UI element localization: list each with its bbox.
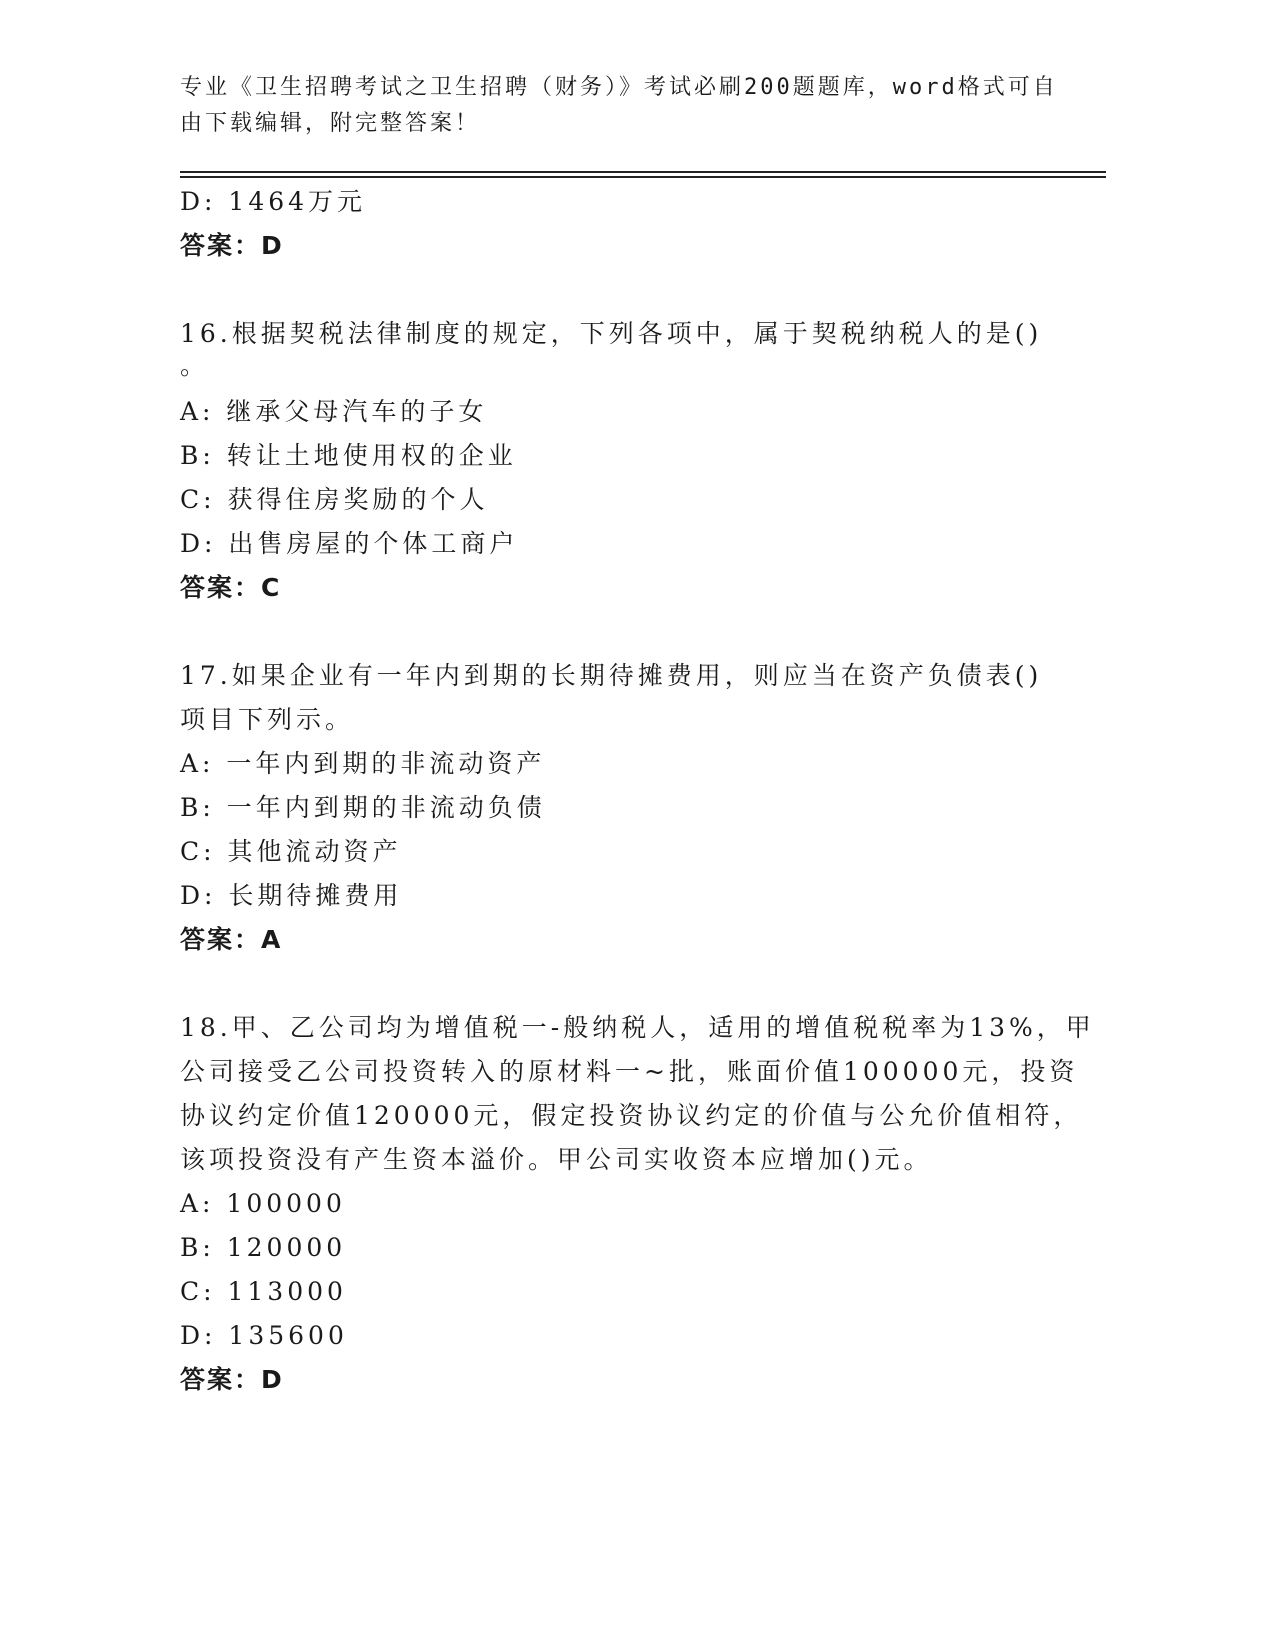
document-body [180, 180, 1095, 1402]
question-16-option-d: D: 出售房屋的个体工商户 [180, 529, 519, 558]
question-16-stem-line-2: 。 [180, 351, 210, 380]
question-17-stem-line-1: 17.如果企业有一年内到期的长期待摊费用，则应当在资产负债表() [180, 661, 1043, 690]
question-18-option-b: B: 120000 [180, 1233, 347, 1262]
question-17-option-b: B: 一年内到期的非流动负债 [180, 793, 546, 822]
header-line-2: 由下载编辑，附完整答案！ [180, 111, 481, 136]
question-18-option-d: D: 135600 [180, 1321, 348, 1350]
spacer [180, 268, 1060, 312]
header-line-1: 专业《卫生招聘考试之卫生招聘（财务）》考试必刷200题题库，word格式可自 [180, 75, 1058, 100]
question-17 [180, 654, 1060, 962]
question-18-stem-line-2: 公司接受乙公司投资转入的原材料一~批，账面价值100000元，投资 [180, 1057, 1079, 1086]
document-header [180, 70, 1060, 142]
question-17-option-d: D: 长期待摊费用 [180, 881, 403, 910]
question-18 [180, 1006, 1095, 1402]
header-divider-top [180, 171, 1106, 173]
question-18-option-a: A: 100000 [180, 1189, 346, 1218]
question-16-answer: 答案：C [180, 573, 282, 602]
question-17-answer: 答案：A [180, 925, 283, 954]
question-16-stem-line-1: 16.根据契税法律制度的规定，下列各项中，属于契税纳税人的是() [180, 319, 1043, 348]
question-18-answer: 答案：D [180, 1365, 284, 1394]
question-17-option-c: C: 其他流动资产 [180, 837, 402, 866]
question-16 [180, 312, 1060, 610]
question-18-option-c: C: 113000 [180, 1277, 347, 1306]
question-17-option-a: A: 一年内到期的非流动资产 [180, 749, 546, 778]
question-18-stem-line-3: 协议约定价值120000元，假定投资协议约定的价值与公允价值相符， [180, 1101, 1083, 1130]
question-18-stem-line-1: 18.甲、乙公司均为增值税一-般纳税人，适用的增值税税率为13%，甲 [180, 1013, 1095, 1042]
question-16-option-b: B: 转让土地使用权的企业 [180, 441, 517, 470]
question-17-stem-line-2: 项目下列示。 [180, 705, 355, 734]
prev-option-d: D: 1464万元 [180, 187, 367, 216]
question-16-option-a: A: 继承父母汽车的子女 [180, 397, 488, 426]
header-divider-bottom [180, 176, 1106, 178]
spacer [180, 610, 1060, 654]
prev-answer: 答案：D [180, 231, 284, 260]
question-18-stem-line-4: 该项投资没有产生资本溢价。甲公司实收资本应增加()元。 [180, 1145, 933, 1174]
spacer [180, 962, 1060, 1006]
question-16-option-c: C: 获得住房奖励的个人 [180, 485, 489, 514]
